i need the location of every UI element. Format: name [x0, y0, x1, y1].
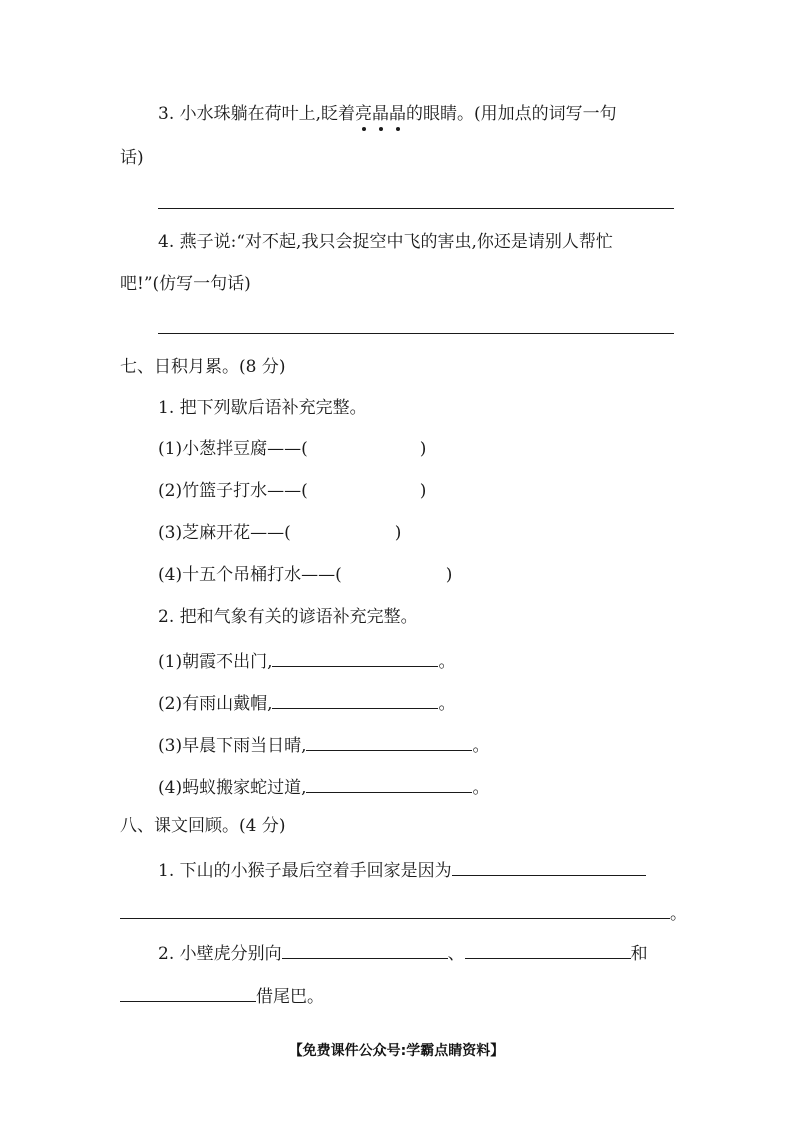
yanyu-item-1: (1)朝霞不出门, 。: [158, 648, 455, 673]
dotted-char: 晶: [389, 104, 407, 124]
review-q2-line2: 借尾巴。: [120, 983, 324, 1008]
xiehouyu-item-1: (1)小葱拌豆腐——( ): [158, 439, 427, 459]
xiehouyu-item-4: (4)十五个吊桶打水——( ): [158, 565, 453, 585]
yanyu-item-4: (4)蚂蚁搬家蛇过道, 。: [158, 774, 489, 799]
section-seven-title: 七、日积月累。(8 分): [120, 357, 286, 377]
review-q2-line1: 2. 小壁虎分别向 、 和: [158, 940, 648, 965]
yanyu-item-3: (3)早晨下雨当日晴, 。: [158, 732, 489, 757]
answer-blank[interactable]: [272, 690, 438, 709]
answer-blank[interactable]: [306, 732, 472, 751]
answer-blank[interactable]: [282, 940, 448, 959]
review-q1-line1: 1. 下山的小猴子最后空着手回家是因为: [158, 857, 646, 882]
answer-blank[interactable]: [465, 940, 631, 959]
q3-answer-line[interactable]: [158, 208, 674, 209]
q3-line2: 话): [120, 148, 144, 168]
dotted-char: 亮: [355, 104, 373, 124]
answer-blank[interactable]: [272, 648, 438, 667]
q4-line2: 吧!”(仿写一句话): [120, 274, 251, 294]
q3-line1: 3. 小水珠躺在荷叶上,眨着亮晶晶的眼睛。(用加点的词写一句: [158, 104, 617, 124]
review-q1-line2: 。: [120, 900, 687, 925]
yanyu-instruction: 2. 把和气象有关的谚语补充完整。: [158, 607, 418, 627]
yanyu-item-2: (2)有雨山戴帽, 。: [158, 690, 455, 715]
xiehouyu-item-2: (2)竹篮子打水——( ): [158, 481, 427, 501]
answer-blank[interactable]: [120, 983, 256, 1002]
q4-line1: 4. 燕子说:“对不起,我只会捉空中飞的害虫,你还是请别人帮忙: [158, 232, 613, 252]
dotted-char: 晶: [372, 104, 390, 124]
section-eight-title: 八、课文回顾。(4 分): [120, 816, 286, 836]
answer-blank[interactable]: [306, 774, 472, 793]
answer-blank[interactable]: [452, 857, 646, 876]
xiehouyu-instruction: 1. 把下列歇后语补充完整。: [158, 398, 367, 418]
xiehouyu-item-3: (3)芝麻开花——( ): [158, 523, 402, 543]
footer-note: 【免费课件公众号:学霸点睛资料】: [288, 1043, 505, 1059]
q4-answer-line[interactable]: [158, 333, 674, 334]
answer-blank[interactable]: [120, 900, 670, 919]
